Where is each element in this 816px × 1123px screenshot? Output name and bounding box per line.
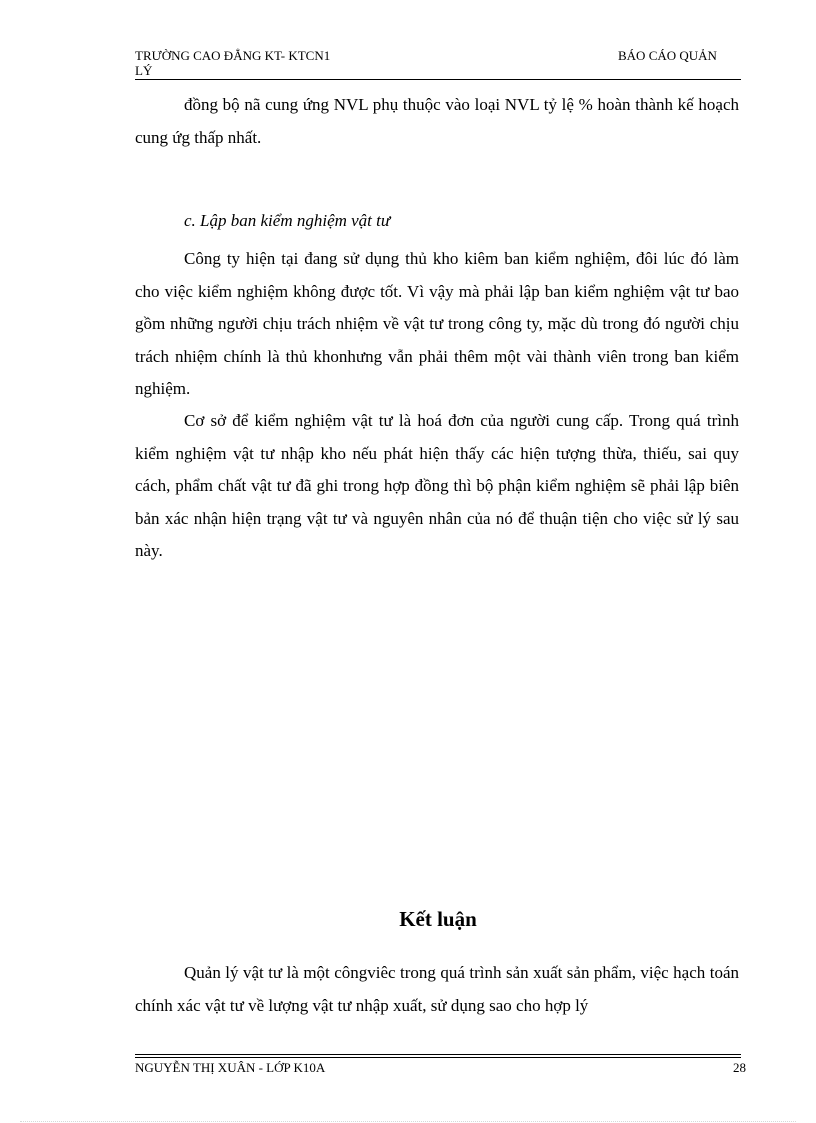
header-report-title-wrap: LÝ <box>135 63 153 78</box>
paragraph-2-text: Công ty hiện tại đang sử dụng thủ kho kiêm ban kiểm nghiệm, đôi lúc đó làm cho việc kiểm nghiệm không được tốt. Vì vậy mà phải lập ban kiểm nghiệm vật tư bao gồm những người chịu trách nhiệm về vật tư trong công ty, mặc dù trong đó người chịu trách nhiệm chính là thủ khonhưng vẫn phải thêm một vài thành viên trong ban kiểm nghiệm. <box>135 249 739 398</box>
conclusion-heading: Kết luận <box>399 907 477 931</box>
page-edge-dots <box>20 1121 796 1122</box>
header-rule <box>135 79 741 80</box>
section-subheading: c. Lập ban kiểm nghiệm vật tư <box>184 211 391 230</box>
header-report-title: BÁO CÁO QUẢN <box>618 48 717 63</box>
header-school: TRƯỜNG CAO ĐẲNG KT- KTCN1 <box>135 48 331 63</box>
paragraph-2 <box>135 243 739 406</box>
paragraph-3-text: Cơ sở để kiểm nghiệm vật tư là hoá đơn của người cung cấp. Trong quá trình kiểm nghiệm vật tư nhập kho nếu phát hiện thấy các hiện tượng thừa, thiếu, sai quy cách, phẩm chất vật tư đã ghi trong hợp đồng thì bộ phận kiểm nghiệm sẽ phải lập biên bản xác nhận hiện trạng vật tư và nguyên nhân của nó để thuận tiện cho việc sử lý sau này. <box>135 411 739 560</box>
paragraph-4 <box>135 957 739 1022</box>
paragraph-1-text: đồng bộ nã cung ứng NVL phụ thuộc vào loại NVL tỷ lệ % hoàn thành kế hoạch cung ứg thấp nhất. <box>135 95 739 147</box>
page-number: 28 <box>733 1060 746 1075</box>
footer-rule-top <box>135 1054 741 1055</box>
paragraph-3 <box>135 405 739 568</box>
footer-author: NGUYỄN THỊ XUÂN - LỚP K10A <box>135 1060 326 1075</box>
footer-rule-bottom <box>135 1057 741 1058</box>
paragraph-1 <box>135 89 739 154</box>
paragraph-4-text: Quản lý vật tư là một côngviêc trong quá trình sản xuất sản phẩm, việc hạch toán chính xác vật tư về lượng vật tư nhập xuất, sử dụng sao cho hợp lý <box>135 963 739 1015</box>
